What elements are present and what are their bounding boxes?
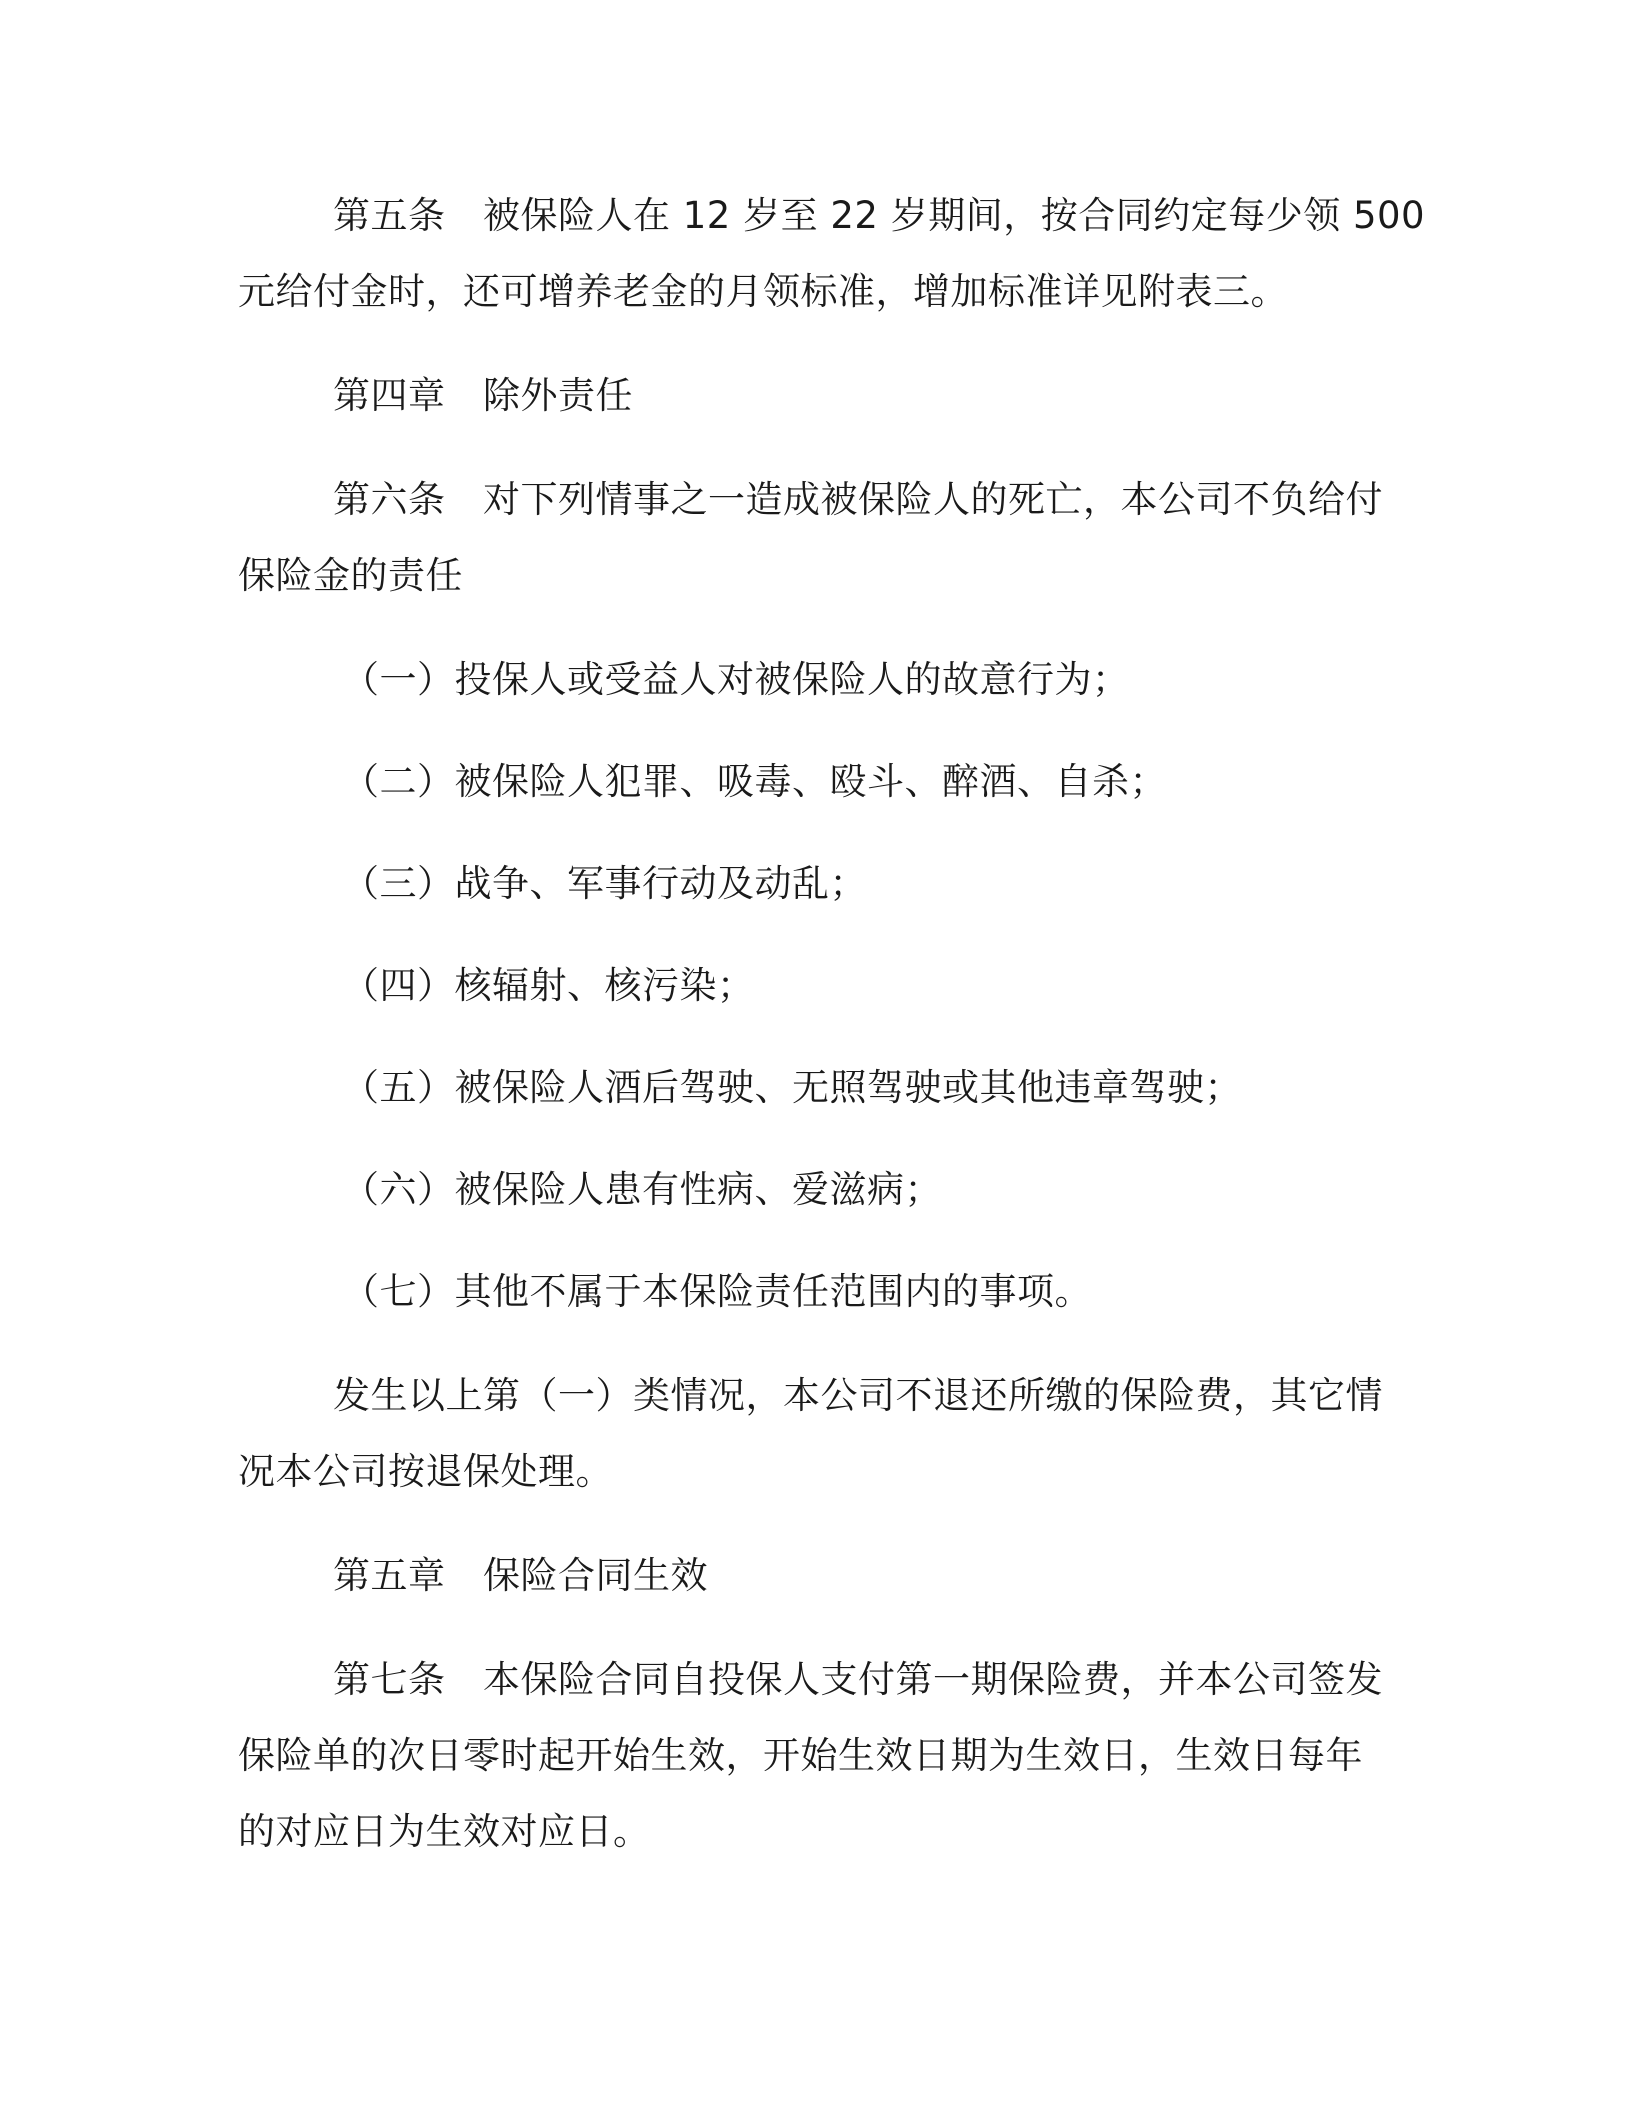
- article-7-line-3: 的对应日为生效对应日。: [238, 1810, 651, 1853]
- chapter-4-heading: 第四章 除外责任: [333, 374, 633, 417]
- article-6-line-2: 保险金的责任: [238, 554, 463, 597]
- article-6-line-1: 第六条 对下列情事之一造成被保险人的死亡，本公司不负给付: [333, 478, 1383, 521]
- exclusion-item: （五）被保险人酒后驾驶、无照驾驶或其他违章驾驶；: [342, 1066, 1242, 1109]
- exclusion-item: （一）投保人或受益人对被保险人的故意行为；: [342, 658, 1130, 701]
- exclusion-item: （二）被保险人犯罪、吸毒、殴斗、醉酒、自杀；: [342, 760, 1167, 803]
- article-7-line-2: 保险单的次日零时起开始生效，开始生效日期为生效日，生效日每年: [238, 1734, 1363, 1777]
- chapter-5-heading: 第五章 保险合同生效: [333, 1554, 708, 1597]
- exclusion-item: （六）被保险人患有性病、爱滋病；: [342, 1168, 942, 1211]
- article-5-line-2: 元给付金时，还可增养老金的月领标准，增加标准详见附表三。: [238, 270, 1288, 313]
- note-line-1: 发生以上第（一）类情况，本公司不退还所缴的保险费，其它情: [333, 1374, 1383, 1417]
- exclusion-item: （三）战争、军事行动及动乱；: [342, 862, 867, 905]
- exclusion-item: （七）其他不属于本保险责任范围内的事项。: [342, 1270, 1092, 1313]
- article-5-line-1: 第五条 被保险人在 12 岁至 22 岁期间，按合同约定每少领 500: [333, 194, 1426, 237]
- article-7-line-1: 第七条 本保险合同自投保人支付第一期保险费，并本公司签发: [333, 1658, 1383, 1701]
- exclusion-item: （四）核辐射、核污染；: [342, 964, 755, 1007]
- note-line-2: 况本公司按退保处理。: [238, 1450, 613, 1493]
